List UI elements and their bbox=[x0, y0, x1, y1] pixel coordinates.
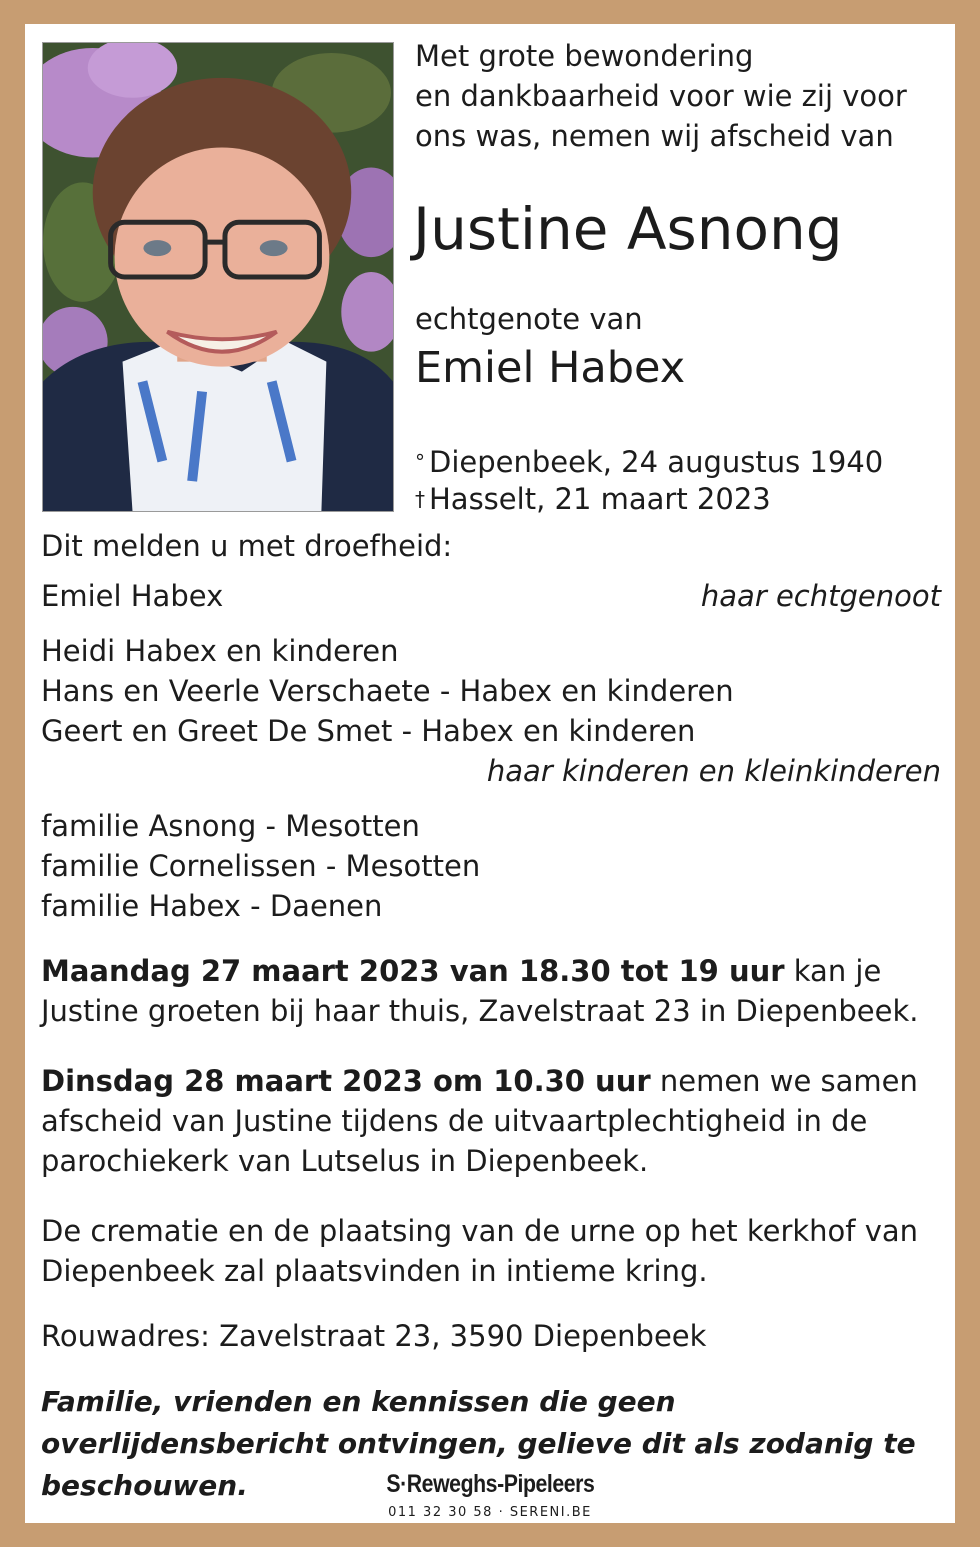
ceremony-date: Dinsdag 28 maart 2023 om 10.30 uur bbox=[41, 1064, 651, 1098]
families-list bbox=[41, 806, 941, 926]
funeral-home-logo: S·Reweghs-Pipeleers bbox=[385, 1470, 595, 1498]
intro-line: ons was, nemen wij afscheid van bbox=[415, 119, 894, 153]
list-item: Geert en Greet De Smet - Habex en kinderen bbox=[41, 714, 696, 748]
list-item: Hans en Veerle Verschaete - Habex en kinderen bbox=[41, 674, 734, 708]
death-text: Hasselt, 21 maart 2023 bbox=[429, 482, 771, 516]
husband-row bbox=[41, 576, 941, 616]
birth-line bbox=[415, 444, 883, 481]
death-line bbox=[415, 481, 883, 518]
list-item: familie Asnong - Mesotten bbox=[41, 809, 420, 843]
ceremony-paragraph bbox=[41, 1061, 941, 1181]
list-item: familie Cornelissen - Mesotten bbox=[41, 849, 481, 883]
intro-text bbox=[415, 36, 945, 156]
spouse-label: echtgenote van bbox=[415, 302, 643, 336]
husband-name: Emiel Habex bbox=[41, 579, 224, 613]
intro-line: en dankbaarheid voor wie zij voor bbox=[415, 79, 907, 113]
spouse-name: Emiel Habex bbox=[415, 343, 686, 393]
children-role: haar kinderen en kleinkinderen bbox=[486, 754, 941, 788]
portrait-photo bbox=[42, 42, 394, 512]
cremation-paragraph: De crematie en de plaatsing van de urne op het kerkhof van Diepenbeek zal plaatsvinden in intieme kring. bbox=[41, 1214, 919, 1288]
ceremony-details: nemen we samen afscheid van Justine tijdens de uitvaartplechtigheid in de parochiekerk van Lutselus in Diepenbeek. bbox=[41, 1064, 918, 1178]
closing-note: Familie, vrienden en kennissen die geen overlijdensbericht ontvingen, gelieve dit als zodanig te beschouwen. bbox=[41, 1385, 916, 1502]
announce-text: Dit melden u met droefheid: bbox=[41, 529, 453, 563]
visit-details: kan je Justine groeten bij haar thuis, Zavelstraat 23 in Diepenbeek. bbox=[41, 954, 919, 1028]
list-item: Heidi Habex en kinderen bbox=[41, 634, 399, 668]
funeral-home-contact: 011 32 30 58 · SERENI.BE bbox=[388, 1505, 592, 1520]
funeral-home bbox=[25, 1469, 955, 1523]
husband-role: haar echtgenoot bbox=[700, 579, 941, 613]
birth-text: Diepenbeek, 24 augustus 1940 bbox=[429, 445, 884, 479]
list-item: familie Habex - Daenen bbox=[41, 889, 383, 923]
children-list bbox=[41, 631, 941, 791]
visit-paragraph bbox=[41, 951, 941, 1031]
birth-symbol: ° bbox=[415, 450, 425, 474]
deceased-name: Justine Asnong bbox=[413, 195, 843, 263]
obituary-card bbox=[25, 24, 955, 1523]
visit-date: Maandag 27 maart 2023 van 18.30 tot 19 uur bbox=[41, 954, 785, 988]
address-line: Rouwadres: Zavelstraat 23, 3590 Diepenbeek bbox=[41, 1319, 707, 1353]
life-dates bbox=[415, 444, 883, 518]
death-symbol: † bbox=[415, 487, 425, 511]
intro-line: Met grote bewondering bbox=[415, 39, 754, 73]
